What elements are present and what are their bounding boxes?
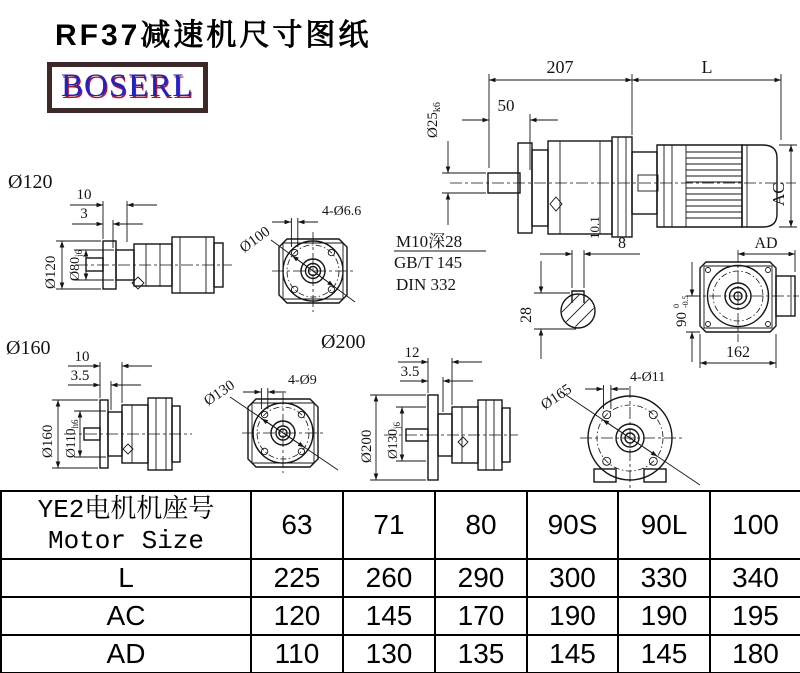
dim-key-width-label: 8 [618, 235, 626, 252]
section-label-200: Ø200 [321, 331, 366, 353]
dim-f120-spigot-label: $Ø80_{j6}$ [68, 249, 84, 281]
col-header-90S: 90S [527, 491, 618, 559]
cell-L-71: 260 [343, 559, 435, 597]
brand-logo-text: BOSERL [61, 68, 194, 104]
table-row-L [1, 559, 800, 597]
dim-f200-spigot-depth-label: 3.5 [400, 364, 420, 380]
dim-AC-label: AC [769, 182, 788, 206]
cell-AD-63: 110 [251, 635, 343, 673]
dim-162-label: 162 [726, 344, 750, 361]
cell-AD-80: 135 [435, 635, 527, 673]
svg-text:90: 90 [674, 312, 690, 327]
page-title: RF37减速机尺寸图纸 [55, 19, 372, 52]
flange-200-side-view [359, 345, 518, 480]
note-gb: GB/T 145 [394, 253, 463, 272]
cell-AC-63: 120 [251, 597, 343, 635]
note-din: DIN 332 [396, 275, 456, 294]
dim-f200-od-label: Ø200 [359, 429, 375, 463]
cell-L-63: 225 [251, 559, 343, 597]
dim-207-label: 207 [546, 57, 574, 77]
flange-120-side-view [8, 171, 232, 293]
flange-100-face-view [237, 204, 361, 312]
col-header-90L: 90L [618, 491, 710, 559]
dim-holes-66-label: 4-Ø6.6 [322, 204, 362, 219]
dim-f120-spigot-depth-label: 3 [80, 206, 88, 222]
dim-f200-spigot-label: $Ø130_{j6}$ [385, 421, 402, 459]
cell-L-80: 290 [435, 559, 527, 597]
cell-AD-71: 130 [343, 635, 435, 673]
cell-L-90S: 300 [527, 559, 618, 597]
table-header-row [1, 491, 800, 559]
flange-160-side-view [6, 337, 192, 470]
row-label-L: L [1, 559, 251, 597]
dim-AD-label: AD [754, 235, 778, 252]
dim-50-label: 50 [497, 96, 515, 115]
section-label-160: Ø160 [6, 337, 51, 359]
row-label-AC: AC [1, 597, 251, 635]
cell-AC-80: 170 [435, 597, 527, 635]
dim-holes-9-label: 4-Ø9 [288, 373, 317, 388]
cell-AD-90L: 145 [618, 635, 710, 673]
dim-f120-thk-label: 10 [76, 187, 92, 203]
dim-f120-od-label: Ø120 [43, 255, 59, 289]
motor-end-view [672, 235, 799, 368]
section-label-120: Ø120 [8, 171, 53, 193]
dim-f160-od-label: Ø160 [40, 424, 56, 458]
flange-130-face-view [201, 331, 365, 473]
cell-AD-90S: 145 [527, 635, 618, 673]
col-header-80: 80 [435, 491, 527, 559]
cell-AD-100: 180 [710, 635, 800, 673]
note-tap: M10深28 [396, 232, 463, 251]
dim-f160-spigot-label: $Ø110_{h6}$ [63, 419, 80, 458]
cell-AC-90S: 190 [527, 597, 618, 635]
flange-165-face-view [538, 370, 700, 492]
main-side-view [394, 57, 797, 294]
dim-bc100-label: Ø100 [236, 223, 274, 257]
shaft-key-section [518, 235, 640, 359]
motor-size-table [0, 490, 800, 673]
cell-AC-71: 145 [343, 597, 435, 635]
dim-28-label: 28 [518, 307, 535, 323]
header-motor-size-cn: YE2电机机座号 [37, 495, 215, 525]
cell-L-100: 340 [710, 559, 800, 597]
cell-L-90L: 330 [618, 559, 710, 597]
row-label-AD: AD [1, 635, 251, 673]
col-header-71: 71 [343, 491, 435, 559]
dim-holes-11-label: 4-Ø11 [630, 370, 666, 385]
cell-AC-90L: 190 [618, 597, 710, 635]
svg-text:-0.5: -0.5 [681, 295, 690, 308]
dim-shaft-dia-label: $Ø25_{k6}$ [425, 102, 443, 138]
col-header-63: 63 [251, 491, 343, 559]
dim-depth-label: 10.1 [587, 216, 602, 239]
dim-f160-thk-label: 10 [74, 349, 90, 365]
dim-f200-thk-label: 12 [404, 345, 420, 361]
table-row-AD [1, 635, 800, 673]
col-header-100: 100 [710, 491, 800, 559]
dim-bc130-label: Ø130 [201, 377, 238, 410]
dim-L-label: L [701, 57, 713, 77]
dim-bc165-label: Ø165 [538, 381, 575, 414]
svg-text:0: 0 [672, 304, 681, 308]
header-cell-motor-size [1, 491, 251, 559]
table-row-AC [1, 597, 800, 635]
header-motor-size-en: Motor Size [47, 526, 205, 556]
dim-f160-spigot-depth-label: 3.5 [70, 368, 90, 384]
cell-AC-100: 195 [710, 597, 800, 635]
dim-90-label [672, 295, 690, 327]
